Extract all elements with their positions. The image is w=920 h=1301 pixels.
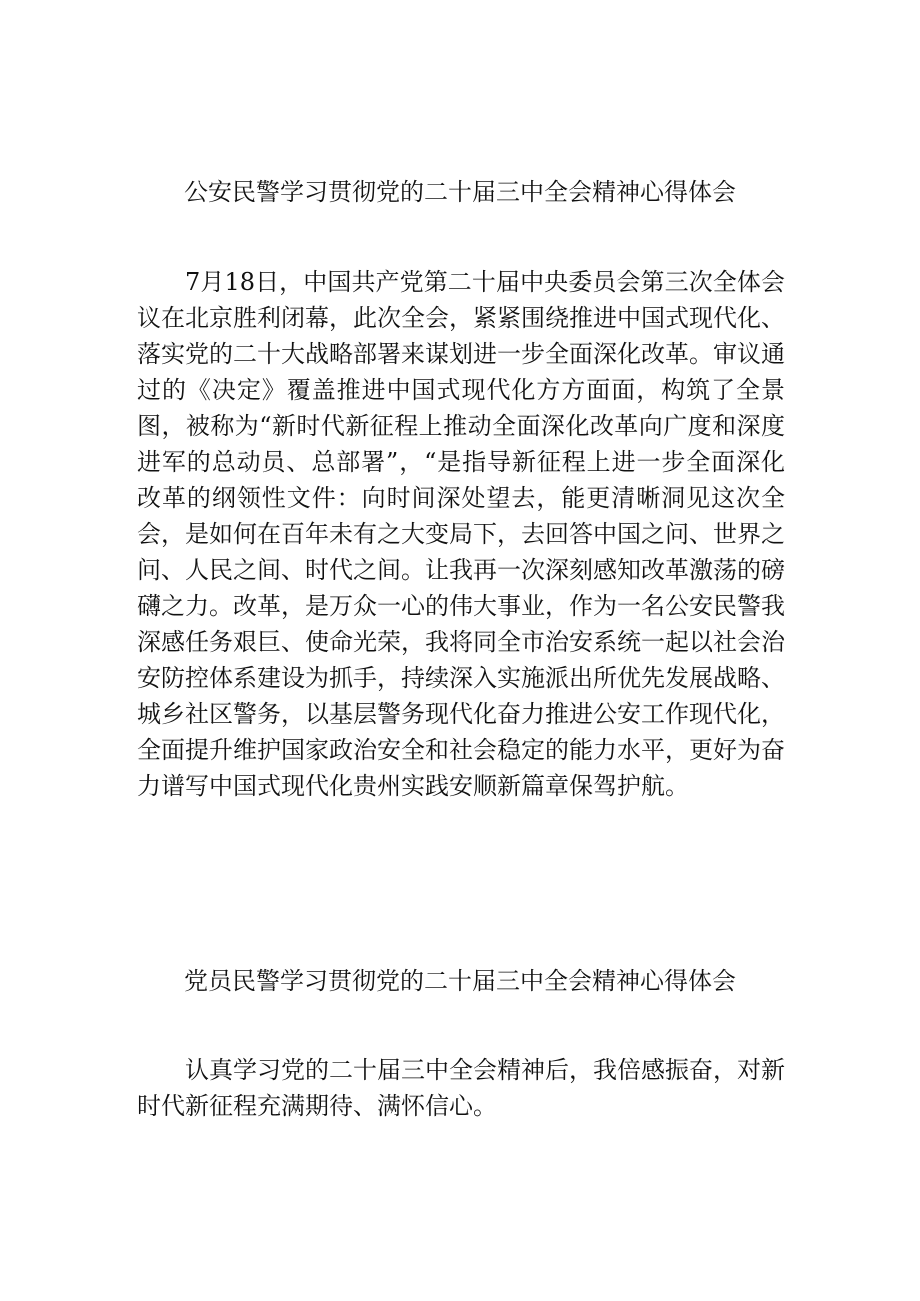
- section-1-body: 7月18日，中国共产党第二十届中央委员会第三次全体会议在北京胜利闭幕，此次全会，紧紧围绕推进中国式现代化、落实党的二十大战略部署来谋划进一步全面深化改革。审议通过的《决定》覆盖推进中国式现代化方方面面，构筑了全景图，被称为“新时代新征程上推动全面深化改革向广度和深度进军的总动员、总部署”，“是指导新征程上进一步全面深化改革的纲领性文件：向时间深处望去，能更清晰洞见这次全会，是如何在百年未有之大变局下，去回答中国之问、世界之问、人民之间、时代之间。让我再一次深刻感知改革激荡的磅礴之力。改革，是万众一心的伟大事业，作为一名公安民警我深感任务艰巨、使命光荣，我将同全市治安系统一起以社会治安防控体系建设为抓手，持续深入实施派出所优先发展战略、城乡社区警务，以基层警务现代化奋力推进公安工作现代化，全面提升维护国家政治安全和社会稳定的能力水平，更好为奋力谱写中国式现代化贵州实践安顺新篇章保驾护航。: [137, 268, 785, 800]
- section-1-title: 公安民警学习贯彻党的二十届三中全会精神心得体会: [184, 178, 736, 206]
- section-2-title: 党员民警学习贯彻党的二十届三中全会精神心得体会: [184, 967, 736, 995]
- section-2-body: 认真学习党的二十届三中全会精神后，我倍感振奋，对新时代新征程充满期待、满怀信心。: [137, 1056, 785, 1120]
